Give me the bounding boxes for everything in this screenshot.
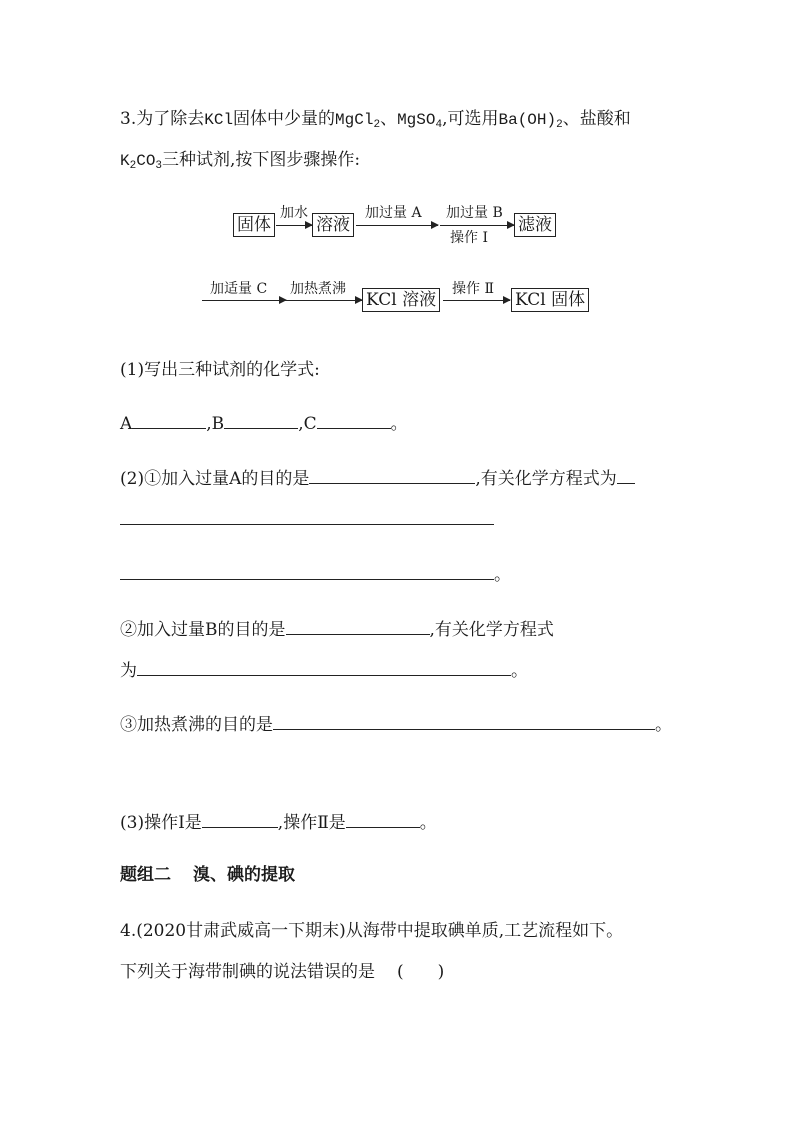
p2-text: ②加入过量B的目的是 — [120, 620, 286, 640]
formula-k2co3: $K_2CO_3$ — [120, 152, 163, 172]
p2-end: 。 — [511, 661, 528, 681]
p2-line5 — [120, 659, 528, 682]
q3-text: ,可选用 — [442, 109, 499, 129]
flow-box-solution: 溶液 — [312, 213, 354, 237]
p2-text: ③加热煮沸的目的是 — [120, 715, 273, 735]
q3-intro-line1 — [120, 108, 631, 131]
flow-label-boil: 加热煮沸 — [290, 281, 346, 297]
flow-label-water: 加水 — [280, 205, 308, 221]
p2-text: (2)①加入过量A的目的是 — [120, 469, 310, 489]
q3-intro-line2 — [120, 149, 360, 172]
formula-baoh2: $Ba(OH)_2$ — [498, 111, 563, 131]
q3-text: 、 — [380, 109, 398, 129]
formula-kcl: KCl — [204, 111, 234, 129]
p2-line2 — [120, 508, 494, 531]
flow-box-solid: 固体 — [233, 213, 275, 237]
q3-text: 、盐酸和 — [562, 109, 631, 129]
answer-blank-equation-a-start[interactable] — [617, 467, 635, 484]
p2-end: 。 — [655, 715, 672, 735]
p2-end: 。 — [494, 565, 511, 585]
p3-text: ,操作Ⅱ是 — [277, 813, 346, 833]
flow-arrow-1 — [276, 225, 312, 226]
flow-arrow-3 — [440, 225, 514, 226]
p2-line4 — [120, 618, 554, 641]
p1-label-b: ,B — [206, 414, 225, 434]
answer-blank-equation-a-line2[interactable] — [120, 508, 494, 525]
p2-text: ,有关化学方程式 — [429, 620, 554, 640]
p1-answers — [120, 412, 408, 435]
q4-line1: 4.(2020甘肃武威高一下期末)从海带中提取碘单质,工艺流程如下。 — [120, 921, 624, 941]
answer-paren[interactable]: ( ) — [397, 962, 445, 982]
flow-arrow-5 — [286, 300, 362, 301]
p2-line6 — [120, 713, 672, 736]
p3-line — [120, 811, 437, 834]
flow-box-filtrate: 滤液 — [514, 213, 556, 237]
q3-text: 固体中少量的 — [233, 109, 336, 129]
p2-line1 — [120, 467, 635, 490]
answer-blank-purpose-b[interactable] — [286, 618, 430, 635]
flow-label-excess-a: 加过量 A — [365, 205, 422, 221]
p2-line3 — [120, 563, 511, 586]
flow-label-op1: 操作 Ⅰ — [450, 230, 488, 246]
answer-blank-op1[interactable] — [202, 811, 278, 828]
p1-title: (1)写出三种试剂的化学式: — [120, 360, 320, 380]
formula-mgcl2: MgCl$_2$ — [335, 111, 381, 131]
q3-text: 三种试剂,按下图步骤操作: — [162, 150, 361, 170]
answer-blank-a[interactable] — [132, 412, 206, 429]
q3-text: 3.为了除去 — [120, 109, 205, 129]
answer-blank-boil-purpose[interactable] — [273, 713, 655, 730]
p2-text: 为 — [120, 661, 137, 681]
flow-label-c: 加适量 C — [210, 281, 268, 297]
answer-blank-op2[interactable] — [346, 811, 420, 828]
answer-blank-equation-b[interactable] — [137, 659, 511, 676]
q4-text: 下列关于海带制碘的说法错误的是 — [120, 962, 375, 982]
p1-label-a: A — [120, 414, 133, 434]
p1-end: 。 — [390, 414, 408, 434]
p1-label-c: ,C — [298, 414, 317, 434]
section-title: 溴、碘的提取 — [193, 865, 295, 885]
flow-label-excess-b: 加过量 B — [446, 205, 503, 221]
section-label: 题组二 — [120, 865, 171, 885]
answer-blank-c[interactable] — [317, 412, 391, 429]
q4-line2 — [120, 961, 444, 983]
flow-label-op2: 操作 Ⅱ — [452, 281, 494, 297]
answer-blank-equation-a-line3[interactable] — [120, 563, 494, 580]
p2-text: ,有关化学方程式为 — [475, 469, 617, 489]
formula-mgso4: MgSO$_4$ — [397, 111, 443, 131]
answer-blank-purpose-a[interactable] — [309, 467, 475, 484]
answer-blank-b[interactable] — [224, 412, 298, 429]
flow-box-kcl-solution: KCl 溶液 — [362, 288, 440, 312]
flow-arrow-4 — [202, 300, 286, 301]
flow-box-kcl-solid: KCl 固体 — [511, 288, 589, 312]
p3-end: 。 — [419, 813, 437, 833]
flow-arrow-2 — [356, 225, 438, 226]
section-heading — [120, 864, 295, 886]
p3-text: (3)操作Ⅰ是 — [120, 813, 202, 833]
flow-arrow-6 — [443, 300, 510, 301]
